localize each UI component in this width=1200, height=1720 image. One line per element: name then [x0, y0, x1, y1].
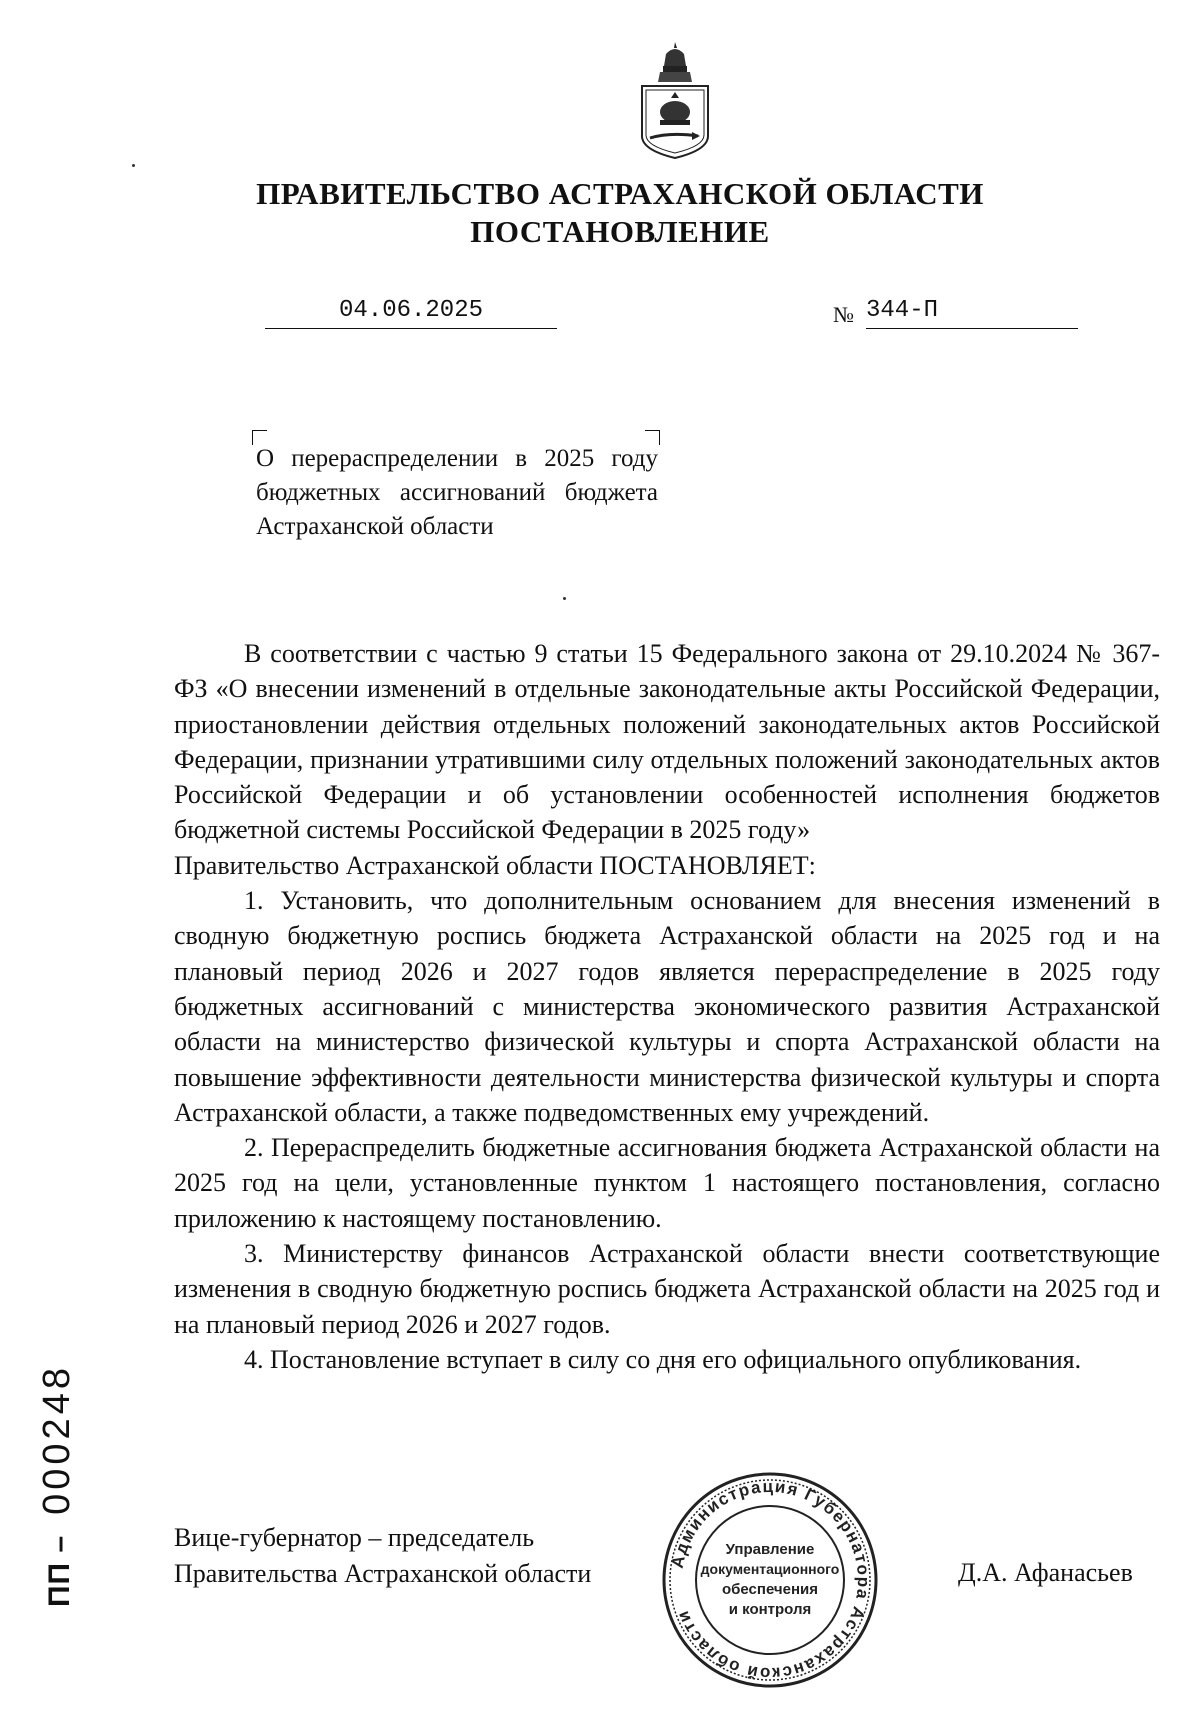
signatory-position	[174, 1520, 591, 1592]
signatory-position-line-2: Правительства Астраханской области	[174, 1559, 592, 1588]
scan-speck	[563, 597, 566, 600]
margin-registration	[36, 1364, 79, 1607]
item-paragraph-4: 4. Постановление вступает в силу со дня его официального опубликования.	[244, 1344, 1082, 1374]
signatory-name: Д.А. Афанасьев	[958, 1558, 1133, 1587]
registration-prefix: ПП –	[43, 1534, 76, 1607]
item-paragraph-2: 2. Перераспределить бюджетные ассигнования бюджета Астраханской области на 2025 год на цели, установленные пунктом 1 настоящего постановления, согласно приложению к настоящему постановлению.	[174, 1133, 1160, 1233]
item-paragraph-3: 3. Министерству финансов Астраханской области внести соответствующие изменения в сводную бюджетную роспись бюджета Астраханской области на 2025 год и на плановый период 2026 и 2027 годов.	[174, 1239, 1160, 1339]
registration-number: 000248	[36, 1364, 78, 1515]
document-number-field	[866, 296, 1078, 329]
stamp-inner-line-1: Управление	[725, 1541, 815, 1558]
item-paragraph-1: 1. Установить, что дополнительным основанием для внесения изменений в сводную бюджетную роспись бюджета Астраханской области на 2025 год и на плановый период 2026 и 2027 годов является перераспределение в 2025 году бюджетных ассигнований с министерства экономического развития Астраханской области на министерство физической культуры и спорта Астраханской области на повышение эффективности деятельности министерства физической культуры и спорта Астраханской области, а также подведомственных ему учреждений.	[174, 886, 1160, 1127]
stamp-outer-text: Администрация Губернатора Астраханской области	[667, 1476, 874, 1684]
preamble-paragraph: В соответствии с частью 9 статьи 15 Федерального закона от 29.10.2024 № 367-ФЗ «О внесении изменений в отдельные законодательные акты Российской Федерации, приостановлении действия отдельных положений законодательных актов Российской Федерации, признании утратившими силу отдельных положений законодательных актов Российской Федерации и об установлении особенностей исполнения бюджетов бюджетной системы Российской Федерации в 2025 году»	[174, 639, 1160, 845]
number-sign: №	[833, 302, 854, 327]
government-title: ПРАВИТЕЛЬСТВО АСТРАХАНСКОЙ ОБЛАСТИ	[256, 176, 984, 211]
stamp-inner-line-2: документационного	[700, 1561, 840, 1577]
document-type: ПОСТАНОВЛЕНИЕ	[470, 214, 770, 249]
scan-speck	[132, 164, 135, 167]
document-body	[174, 636, 1160, 1377]
official-stamp	[660, 1470, 880, 1690]
astrakhan-coat-of-arms-icon	[636, 40, 714, 160]
document-number: 344-П	[866, 297, 939, 324]
stamp-inner-line-4: и контроля	[728, 1601, 812, 1618]
signatory-position-line-1: Вице-губернатор – председатель	[174, 1523, 535, 1552]
document-subject: О перераспределении в 2025 году бюджетных ассигнований бюджета Астраханской области	[256, 445, 658, 540]
stamp-inner-line-3: обеспечения	[721, 1581, 819, 1598]
document-date: 04.06.2025	[265, 296, 557, 329]
resolves-line: Правительство Астраханской области ПОСТАНОВЛЯЕТ:	[174, 850, 816, 880]
